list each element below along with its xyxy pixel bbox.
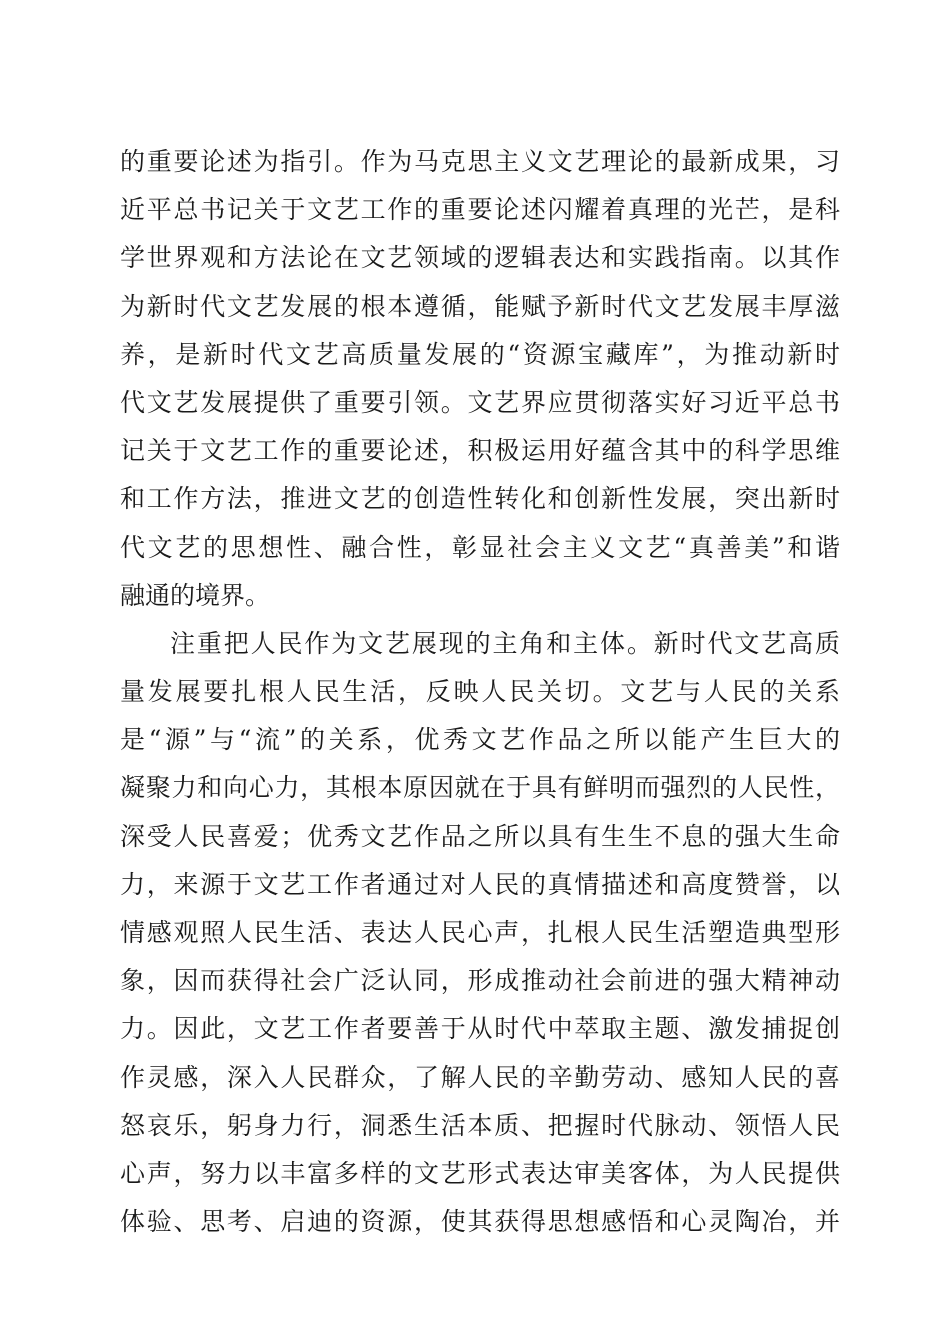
text-line: 力。因此，文艺工作者要善于从时代中萃取主题、激发捕捉创 — [120, 1014, 840, 1044]
paragraph-2 — [120, 620, 840, 1246]
text-line: 象，因而获得社会广泛认同，形成推动社会前进的强大精神动 — [120, 966, 840, 996]
text-line: 代文艺的思想性、融合性，彰显社会主义文艺“真善美”和谐 — [120, 532, 840, 562]
text-line: 和工作方法，推进文艺的创造性转化和创新性发展，突出新时 — [120, 484, 840, 514]
text-line: 凝聚力和向心力，其根本原因就在于具有鲜明而强烈的人民性， — [120, 773, 840, 803]
text-line: 深受人民喜爱；优秀文艺作品之所以具有生生不息的强大生命 — [120, 821, 840, 851]
body-text — [120, 138, 840, 1246]
text-line: 的重要论述为指引。作为马克思主义文艺理论的最新成果，习 — [120, 147, 840, 176]
text-line: 学世界观和方法论在文艺领域的逻辑表达和实践指南。以其作 — [120, 243, 840, 273]
text-line: 是“源”与“流”的关系，优秀文艺作品之所以能产生巨大的 — [120, 725, 840, 755]
text-line: 记关于文艺工作的重要论述，积极运用好蕴含其中的科学思维 — [120, 436, 840, 466]
text-line: 养，是新时代文艺高质量发展的“资源宝藏库”，为推动新时 — [120, 339, 840, 369]
text-line: 为新时代文艺发展的根本遵循，能赋予新时代文艺发展丰厚滋 — [120, 291, 840, 321]
text-line: 力，来源于文艺工作者通过对人民的真情描述和高度赞誉，以 — [120, 869, 840, 899]
paragraph-1 — [120, 138, 840, 620]
text-line: 融通的境界。 — [120, 580, 271, 610]
text-line: 体验、思考、启迪的资源，使其获得思想感悟和心灵陶冶，并 — [120, 1207, 840, 1237]
text-line: 怒哀乐，躬身力行，洞悉生活本质、把握时代脉动、领悟人民 — [120, 1110, 840, 1140]
text-line: 情感观照人民生活、表达人民心声，扎根人民生活塑造典型形 — [120, 918, 840, 947]
text-line: 代文艺发展提供了重要引领。文艺界应贯彻落实好习近平总书 — [120, 387, 840, 417]
text-line: 量发展要扎根人民生活，反映人民关切。文艺与人民的关系 — [120, 677, 840, 707]
text-line: 注重把人民作为文艺展现的主角和主体。新时代文艺高质 — [170, 628, 840, 658]
text-line: 心声，努力以丰富多样的文艺形式表达审美客体，为人民提供 — [120, 1158, 840, 1188]
text-line: 近平总书记关于文艺工作的重要论述闪耀着真理的光芒，是科 — [120, 195, 840, 225]
text-line: 作灵感，深入人民群众，了解人民的辛勤劳动、感知人民的喜 — [120, 1062, 840, 1092]
